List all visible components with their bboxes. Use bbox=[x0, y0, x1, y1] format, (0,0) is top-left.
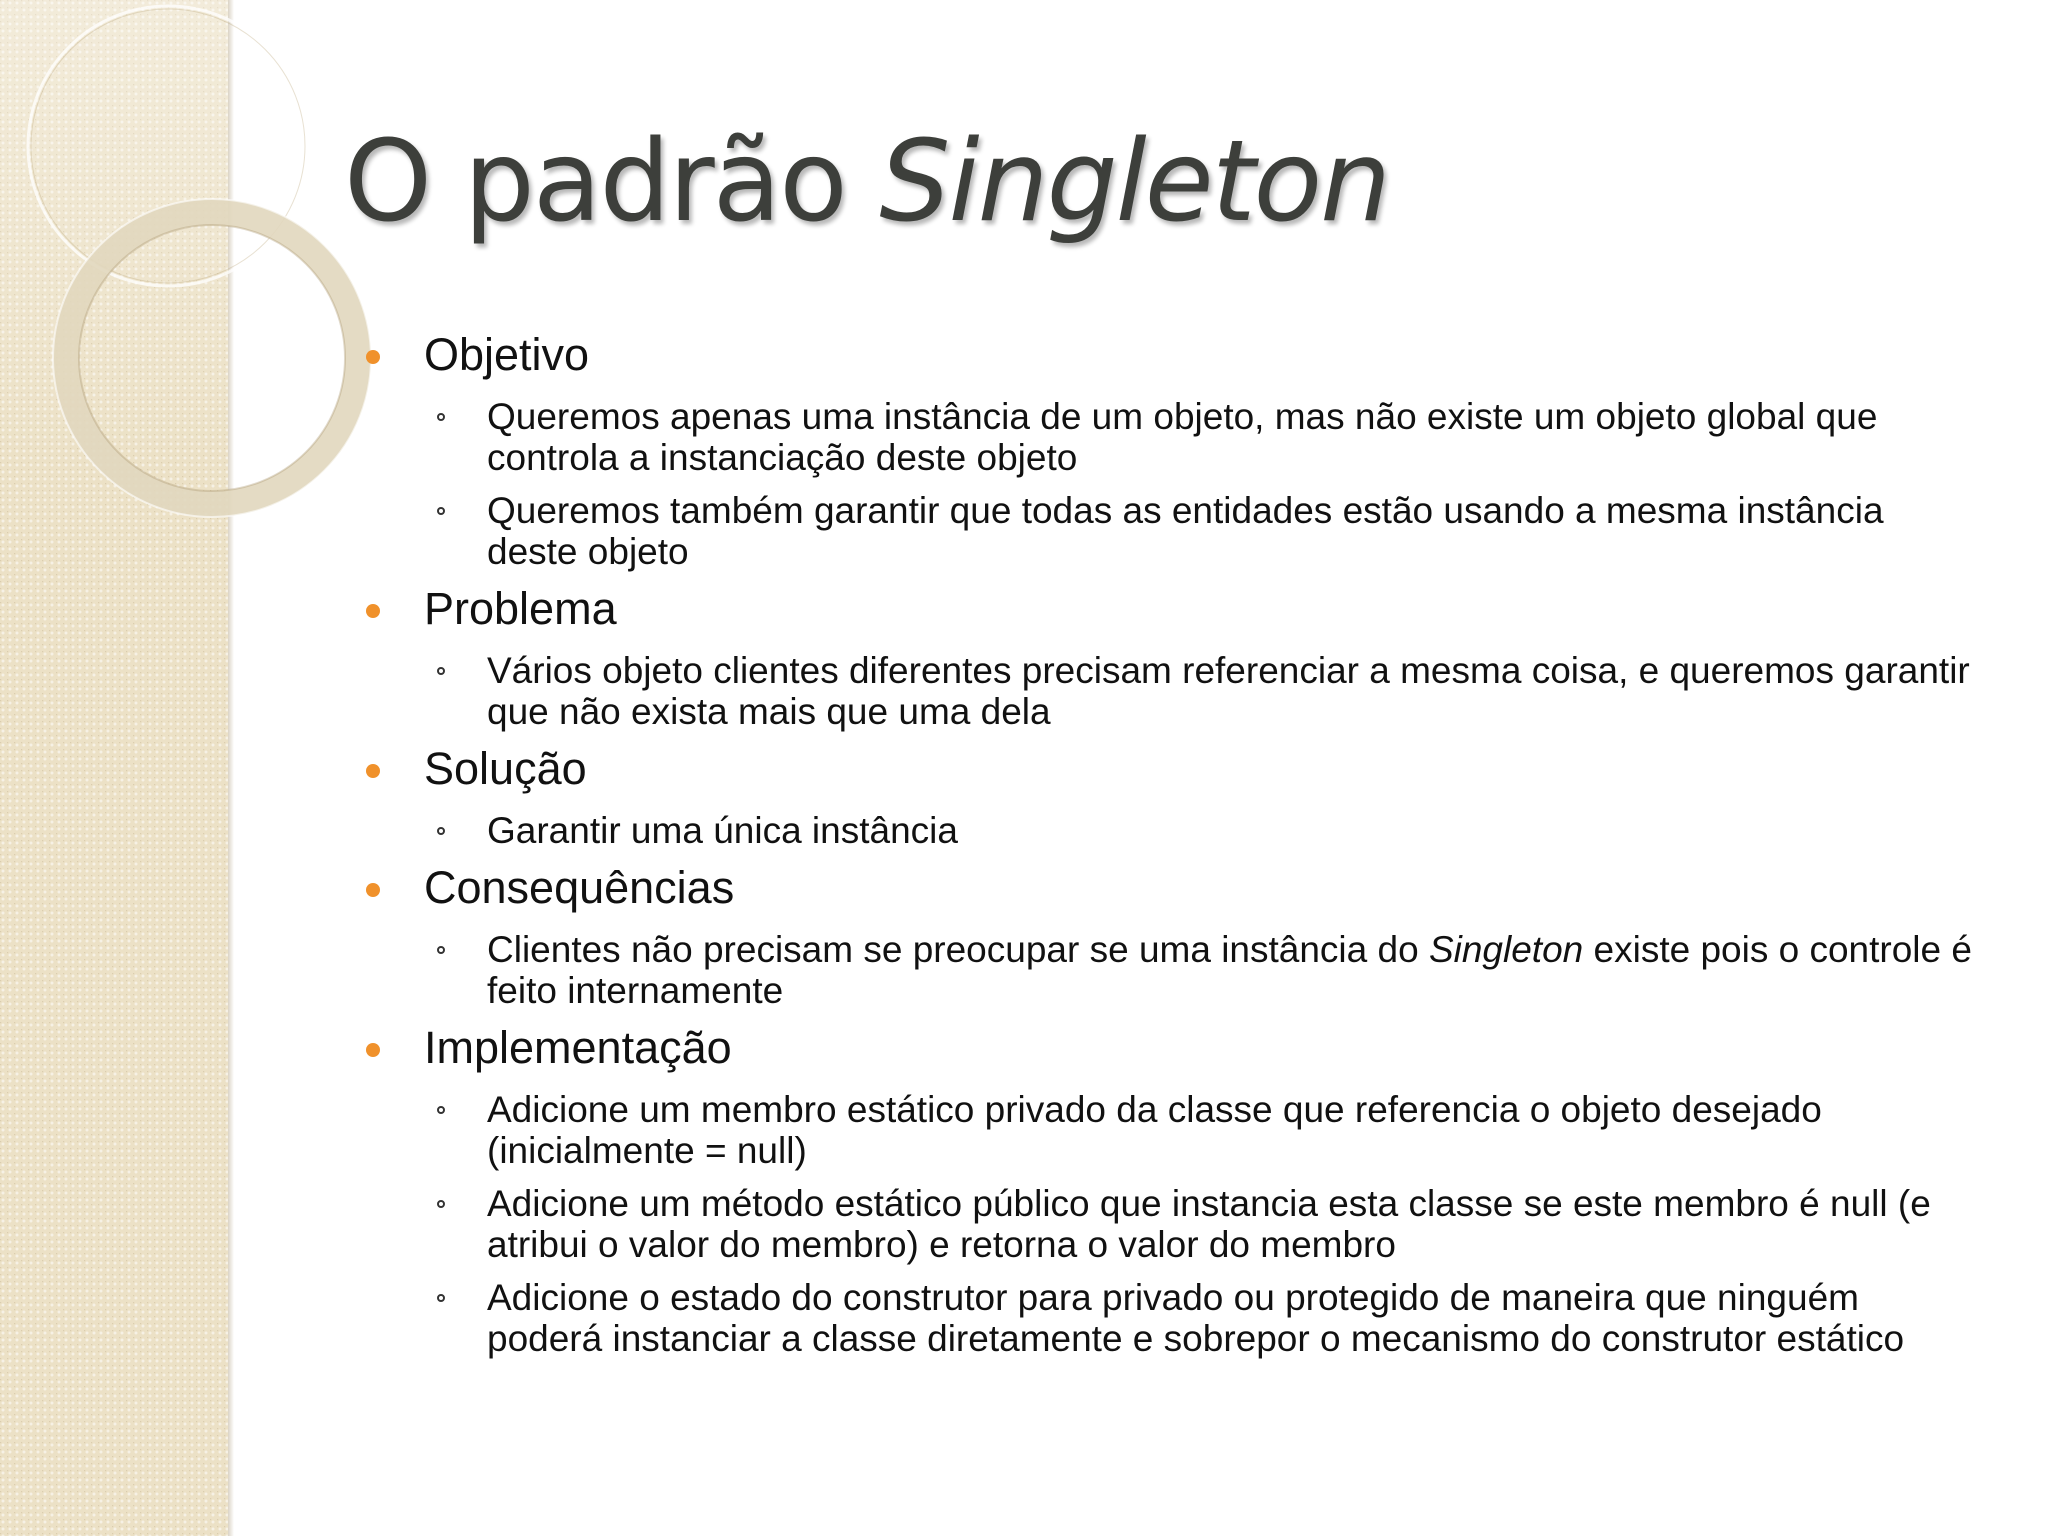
sub-item-text: Garantir uma única instância bbox=[487, 810, 958, 851]
sub-item-text: Adicione um método estático público que instancia esta classe se este membro é null (e atribui o valor do membro) e retorna o valor do membro bbox=[487, 1183, 1931, 1265]
sub-item bbox=[362, 650, 1982, 732]
sub-item-text: Queremos também garantir que todas as entidades estão usando a mesma instância deste objeto bbox=[487, 490, 1884, 572]
hollow-circle-bullet-icon bbox=[437, 946, 445, 954]
slide-title bbox=[344, 117, 1390, 247]
sub-item-text: Adicione um membro estático privado da classe que referencia o objeto desejado (inicialmente = null) bbox=[487, 1089, 1822, 1171]
orange-bullet-icon bbox=[366, 764, 380, 778]
sub-item-text: Queremos apenas uma instância de um objeto, mas não existe um objeto global que controla a instanciação deste objeto bbox=[487, 396, 1878, 478]
hollow-circle-bullet-icon bbox=[437, 667, 445, 675]
large-ring-shadow bbox=[31, 9, 305, 283]
thick-ring bbox=[66, 212, 358, 504]
section-implementacao bbox=[362, 1019, 1982, 1077]
section-heading: Solução bbox=[424, 743, 587, 794]
sub-item-text-italic: Singleton bbox=[1428, 929, 1584, 970]
orange-bullet-icon bbox=[366, 883, 380, 897]
large-ring bbox=[28, 6, 308, 286]
section-objetivo bbox=[362, 326, 1982, 384]
sub-item-text: Vários objeto clientes diferentes precisam referenciar a mesma coisa, e queremos garantir que não exista mais que uma dela bbox=[487, 650, 1970, 732]
hollow-circle-bullet-icon bbox=[437, 507, 445, 515]
orange-bullet-icon bbox=[366, 1043, 380, 1057]
orange-bullet-icon bbox=[366, 350, 380, 364]
section-heading: Objetivo bbox=[424, 329, 590, 380]
sub-item bbox=[362, 396, 1982, 478]
slide-title-italic: Singleton bbox=[879, 117, 1390, 247]
orange-bullet-icon bbox=[366, 604, 380, 618]
sub-item bbox=[362, 490, 1982, 572]
thick-ring-inner-edge bbox=[79, 225, 345, 491]
section-consequencias bbox=[362, 859, 1982, 917]
section-problema bbox=[362, 580, 1982, 638]
section-heading: Implementação bbox=[424, 1022, 732, 1073]
slide-content bbox=[362, 326, 1982, 1359]
sub-item-text-after: existe pois o controle é feito internamente bbox=[487, 929, 1972, 1011]
hollow-circle-bullet-icon bbox=[437, 1200, 445, 1208]
sub-item-text bbox=[487, 929, 1972, 1011]
hollow-circle-bullet-icon bbox=[437, 1294, 445, 1302]
sub-item bbox=[362, 1183, 1982, 1265]
hollow-circle-bullet-icon bbox=[437, 413, 445, 421]
sub-item bbox=[362, 1277, 1982, 1359]
sub-item-text: Adicione o estado do construtor para privado ou protegido de maneira que ninguém poderá instanciar a classe diretamente e sobrepor o mecanismo do construtor estático bbox=[487, 1277, 1905, 1359]
concentric-rings-icon bbox=[0, 0, 420, 520]
sub-item bbox=[362, 1089, 1982, 1171]
sub-item bbox=[362, 929, 1982, 1011]
section-heading: Consequências bbox=[424, 862, 735, 913]
hollow-circle-bullet-icon bbox=[437, 827, 445, 835]
hollow-circle-bullet-icon bbox=[437, 1106, 445, 1114]
section-heading: Problema bbox=[424, 583, 617, 634]
section-solucao bbox=[362, 740, 1982, 798]
sub-item bbox=[362, 810, 1982, 851]
slide-title-plain: O padrão bbox=[344, 117, 880, 247]
sub-item-text-before: Clientes não precisam se preocupar se uma instância do bbox=[487, 929, 1429, 970]
